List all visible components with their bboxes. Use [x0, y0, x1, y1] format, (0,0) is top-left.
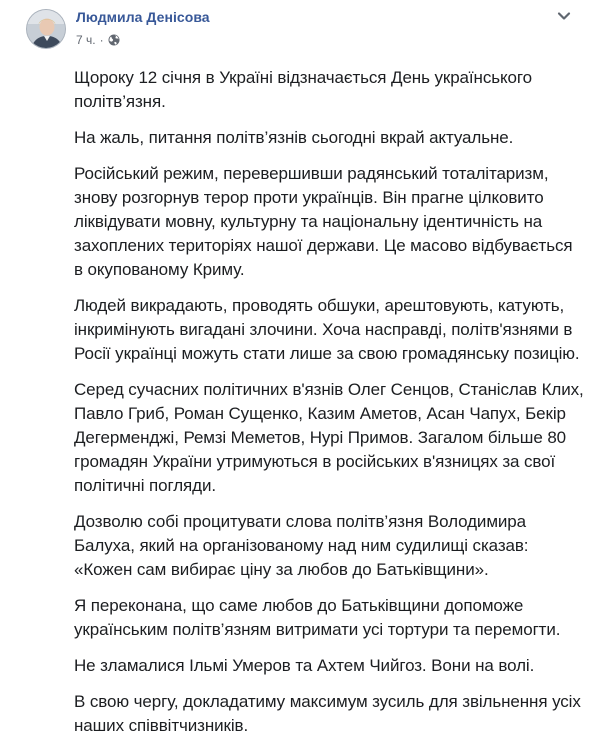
- post-paragraph: Щороку 12 січня в Україні відзначається День українського політв’язня.: [74, 68, 532, 111]
- post-paragraph: На жаль, питання політв’язнів сьогодні вкрай актуальне.: [74, 128, 514, 147]
- post-paragraph: Людей викрадають, проводять обшуки, арештовують, катують, інкримінують вигадані злочини. Хоча насправді, політв'язнями в Росії українці можуть стати лише за свою громадянську позицію.: [74, 296, 580, 363]
- more-options-chevron-icon[interactable]: [553, 8, 575, 24]
- avatar-portrait-icon: [27, 10, 66, 49]
- meta-separator: ·: [99, 33, 104, 47]
- post-paragraph: Не зламалися Ільмі Умеров та Ахтем Чийгоз. Вони на волі.: [74, 656, 535, 675]
- post-header: [12, 0, 581, 62]
- author-name[interactable]: Людмила Денісова: [76, 9, 210, 25]
- post-paragraph: Серед сучасних політичних в'язнів Олег Сенцов, Станіслав Клих, Павло Гриб, Роман Сущенко, Казим Аметов, Асан Чапух, Бекір Дегерменджі, Ремзі Меметов, Нурі Примов. Загалом більше 80 громадян України утримуються в російських в'язницях за свої політичні погляди.: [74, 380, 584, 495]
- post-paragraph: Я переконана, що саме любов до Батьківщини допоможе українським політв’язням витримати усі тортури та перемогти.: [74, 596, 561, 639]
- post-timestamp[interactable]: 7 ч.: [76, 33, 96, 47]
- author-avatar[interactable]: [26, 9, 66, 49]
- post-body: [74, 66, 584, 750]
- post-paragraph: Дозволю собі процитувати слова політв’язня Володимира Балуха, який на організованому над ним судилищі сказав: «Кожен сам вибирає ціну за любов до Батьківщини».: [74, 512, 529, 579]
- post-paragraph: В свою чергу, докладатиму максимум зусиль для звільнення усіх наших співвітчизників.: [74, 692, 581, 735]
- post-paragraph: Російський режим, перевершивши радянський тоталітаризм, знову розгорнув терор проти українців. Він прагне цілковито ліквідувати мовну, культурну та національну ідентичність на захоплених територіях нашої держави. Це масово відбувається в окупованому Криму.: [74, 164, 573, 279]
- post-meta: [76, 33, 120, 47]
- globe-icon[interactable]: [108, 34, 120, 46]
